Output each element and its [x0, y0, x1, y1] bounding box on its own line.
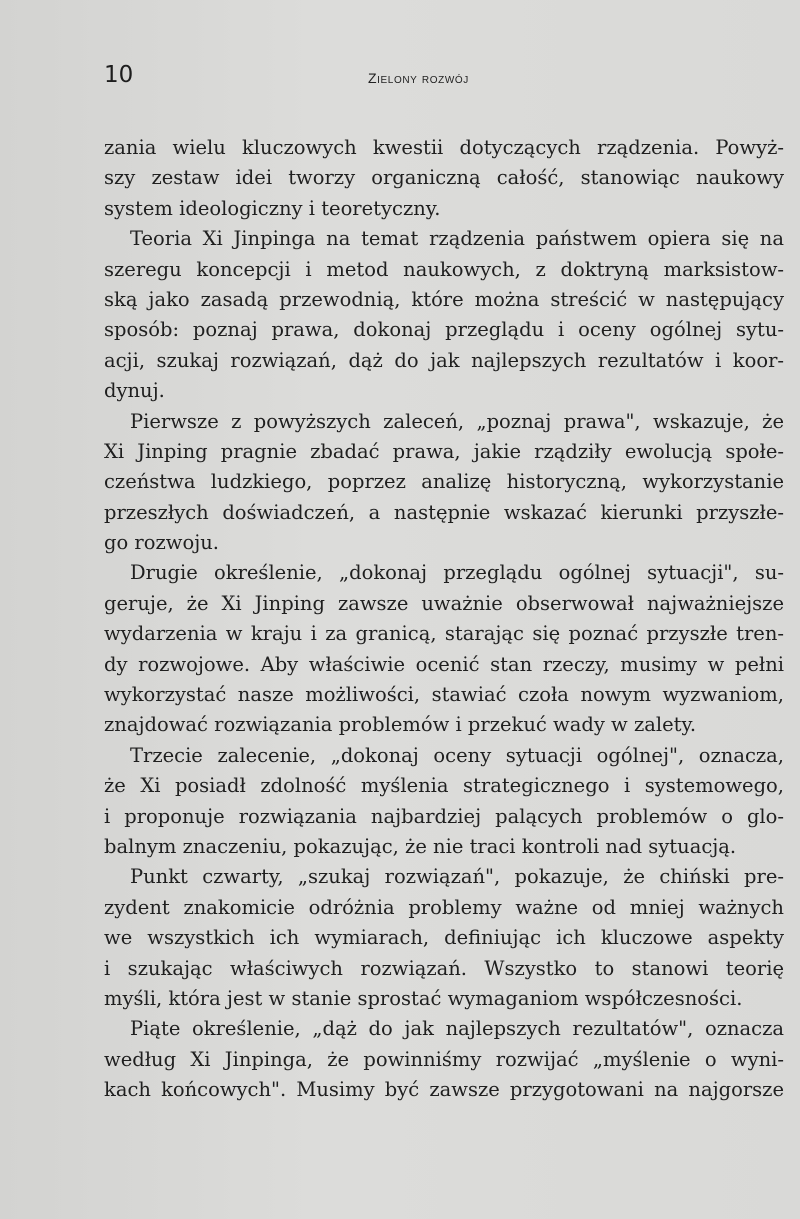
- paragraph: [104, 133, 784, 224]
- text-line: kach końcowych". Musimy być zawsze przygotowani na najgorsze: [104, 1078, 784, 1102]
- text-line: acji, szukaj rozwiązań, dąż do jak najlepszych rezultatów i koor-: [104, 348, 784, 372]
- page-header: [104, 62, 784, 92]
- text-line: Pierwsze z powyższych zaleceń, „poznaj prawa", wskazuje, że: [130, 409, 784, 433]
- text-line: go rozwoju.: [104, 531, 219, 555]
- running-title: Zielony rozwój: [368, 70, 469, 86]
- text-line: geruje, że Xi Jinping zawsze uważnie obserwował najważniejsze: [104, 591, 784, 615]
- text-line: zania wielu kluczowych kwestii dotyczących rządzenia. Powyż-: [104, 136, 784, 159]
- text-line: Punkt czwarty, „szukaj rozwiązań", pokazuje, że chiński pre-: [130, 865, 784, 889]
- text-line: system ideologiczny i teoretyczny.: [104, 196, 441, 220]
- text-line: czeństwa ludzkiego, poprzez analizę historyczną, wykorzystanie: [104, 470, 784, 494]
- text-line: Teoria Xi Jinpinga na temat rządzenia państwem opiera się na: [130, 227, 784, 251]
- text-line: Trzecie zalecenie, „dokonaj oceny sytuacji ogólnej", oznacza,: [130, 743, 784, 767]
- text-line: Drugie określenie, „dokonaj przeglądu ogólnej sytuacji", su-: [130, 561, 784, 585]
- text-line: według Xi Jinpinga, że powinniśmy rozwijać „myślenie o wyni-: [104, 1047, 784, 1071]
- text-line: we wszystkich ich wymiarach, definiując ich kluczowe aspekty: [104, 926, 784, 950]
- text-line: Piąte określenie, „dąż do jak najlepszych rezultatów", oznacza: [130, 1017, 784, 1041]
- paragraph: [104, 1014, 784, 1105]
- paragraph: [104, 558, 784, 740]
- text-line: przeszłych doświadczeń, a następnie wskazać kierunki przyszłe-: [104, 500, 784, 524]
- text-line: wykorzystać nasze możliwości, stawiać czoła nowym wyzwaniom,: [104, 683, 784, 707]
- text-line: zydent znakomicie odróżnia problemy ważne od mniej ważnych: [104, 895, 784, 919]
- text-line: i proponuje rozwiązania najbardziej palących problemów o glo-: [104, 804, 784, 828]
- text-line: Xi Jinping pragnie zbadać prawa, jakie rządziły ewolucją społe-: [104, 439, 784, 463]
- page-number: 10: [104, 62, 134, 88]
- paragraph: [104, 741, 784, 863]
- paragraph: [104, 862, 784, 1014]
- text-line: sposób: poznaj prawa, dokonaj przeglądu i oceny ogólnej sytu-: [104, 318, 784, 342]
- text-line: znajdować rozwiązania problemów i przekuć wady w zalety.: [104, 713, 697, 737]
- text-line: szeregu koncepcji i metod naukowych, z doktryną marksistow-: [104, 257, 784, 281]
- text-line: i szukając właściwych rozwiązań. Wszystko to stanowi teorię: [104, 956, 784, 980]
- text-line: dynuj.: [104, 379, 165, 403]
- text-line: balnym znaczeniu, pokazując, że nie traci kontroli nad sytuacją.: [104, 834, 737, 858]
- text-line: szy zestaw idei tworzy organiczną całość, stanowiąc naukowy: [104, 166, 784, 190]
- text-line: że Xi posiadł zdolność myślenia strategicznego i systemowego,: [104, 774, 784, 798]
- paragraph: [104, 407, 784, 559]
- text-line: ską jako zasadą przewodnią, które można streścić w następujący: [104, 287, 784, 311]
- text-line: dy rozwojowe. Aby właściwie ocenić stan rzeczy, musimy w pełni: [104, 652, 784, 676]
- body-text: [104, 133, 784, 1106]
- paragraph: [104, 224, 784, 406]
- text-line: wydarzenia w kraju i za granicą, starając się poznać przyszłe tren-: [104, 622, 784, 646]
- text-line: myśli, która jest w stanie sprostać wymaganiom współczesności.: [104, 986, 743, 1010]
